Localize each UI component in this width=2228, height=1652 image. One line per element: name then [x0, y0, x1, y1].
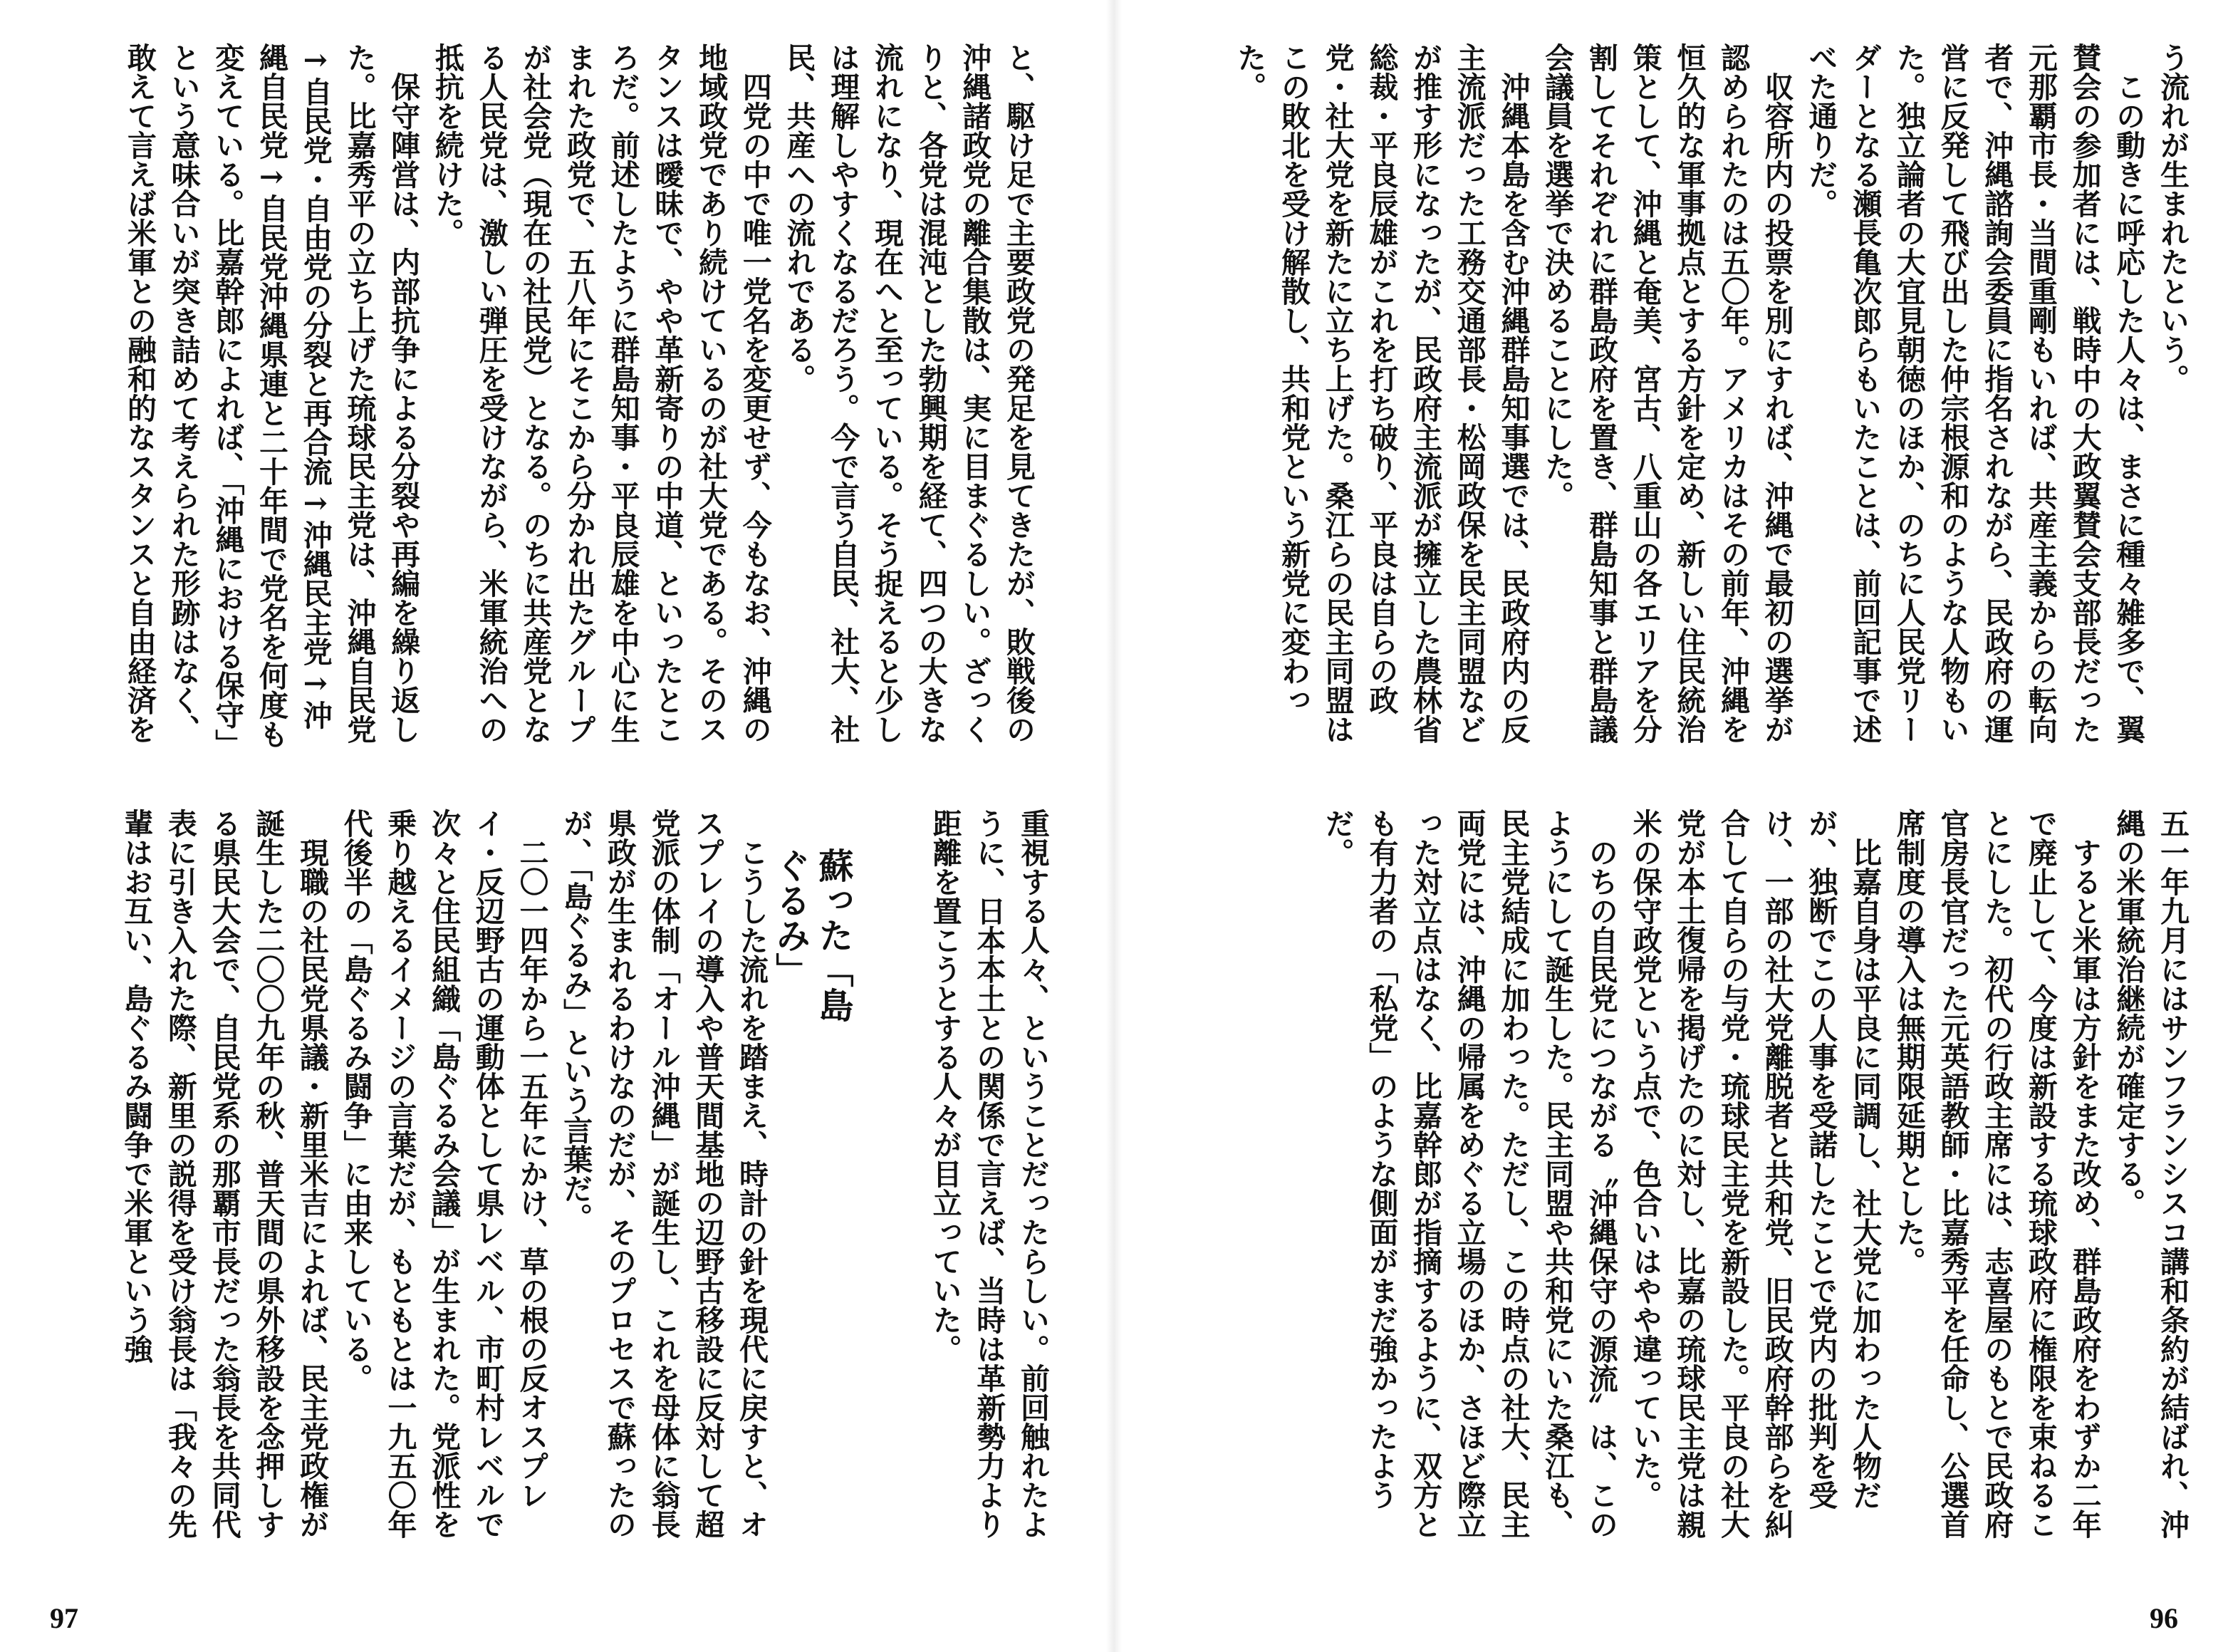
page-96-lower-text	[1222, 809, 2194, 1564]
paragraph: 現職の社民党県議・新里米吉によれば、民主党政権が誕生した二〇〇九年の秋、普天間の県外移設を念押しする県民大会で、自民党系の那覇市長だった翁長を共同代表に引き入れた際、新里の説得を受け翁長は「我々の先輩はお互い、島ぐるみ闘争で米軍という強	[119, 809, 329, 1539]
paragraph: 比嘉自身は平良に同調し、社大党に加わった人物だが、独断でこの人事を受諾したことで党内の批判を受け、一部の社大党離脱者と共和党、旧民政府幹部らを糾合して自らの与党・琉球民主党を新設した。平良の社大党が本土復帰を掲げたのに対し、比嘉の琉球民主党は親米の保守政党という点で、色合いはやや違っていた。	[1628, 809, 1883, 1539]
page-97-upper-text	[28, 43, 1040, 755]
page-number: 97	[50, 1602, 78, 1634]
paragraph: う流れが生まれたという。	[2155, 43, 2190, 393]
page-97-lower-text	[28, 809, 773, 1564]
paragraph: 四党の中で唯一党名を変更せず、今もなお、沖縄の地域政党であり続けているのが社大党である。そのスタンスは曖昧で、やや革新寄りの中道、といったところだ。前述したように群島知事・平良辰雄を中心に生まれた政党で、五八年にそこから分かれ出たグループが社会党（現在の社民党）となる。のちに共産党となる人民党は、激しい弾圧を受けながら、米軍統治への抵抗を続けた。	[430, 43, 772, 744]
paragraph: 保守陣営は、内部抗争による分裂や再編を繰り返した。比嘉秀平の立ち上げた琉球民主党は、沖縄自民党→自民党・自由党の分裂と再合流→沖縄民主党→沖縄自民党→自民党沖縄県連と二十年間で党名を何度も変えている。比嘉幹郎によれば、「沖縄における保守」という意味合いが突き詰めて考えられた形跡はなく、敢えて言えば米軍との融和的なスタンスと自由経済を	[122, 43, 421, 749]
paragraph: と、駆け足で主要政党の発足を見てきたが、敗戦後の沖縄諸政党の離合集散は、実に目まぐるしい。ざっくりと、各党は混沌とした勃興期を経て、四つの大きな流れになり、現在へと至っている。そう捉えると少しは理解しやすくなるだろう。今で言う自民、社大、社民、共産への流れである。	[781, 43, 1036, 744]
paragraph: 二〇一四年から一五年にかけ、草の根の反オスプレイ・反辺野古の運動体として県レベル、市町村レベルで次々と住民組織「島ぐるみ会議」が生まれた。党派性を乗り越えるイメージの言葉だが、もともとは一九五〇年代後半の「島ぐるみ闘争」に由来している。	[338, 809, 549, 1539]
paragraph: 沖縄本島を含む沖縄群島知事選では、民政府内の反主流派だった工務交通部長・松岡政保を民主同盟などが推す形になったが、民政府主流派が擁立した農林省総裁・平良辰雄がこれを打ち破り、平良は自らの政党・社大党を新たに立ち上げた。桑江らの民主同盟はこの敗北を受け解散し、共和党という新党に変わった。	[1232, 43, 1531, 744]
page-number: 96	[2150, 1602, 2178, 1634]
paragraph: 重視する人々、ということだったらしい。前回触れたように、日本本土との関係で言えば、当時は革新勢力より距離を置こうとする人々が目立っていた。	[927, 809, 1050, 1539]
paragraph: 五一年九月にはサンフランシスコ講和条約が結ばれ、沖縄の米軍統治継続が確定する。	[2111, 809, 2190, 1539]
page-96-upper-text	[1225, 43, 2194, 755]
paragraph: 収容所内の投票を別にすれば、沖縄で最初の選挙が認められたのは五〇年。アメリカはその前年、沖縄を恒久的な軍事拠点とする方針を定め、新しい住民統治策として、沖縄と奄美、宮古、八重山の各エリアを分割してそれぞれに群島政府を置き、群島知事と群島議会議員を選挙で決めることにした。	[1540, 43, 1794, 744]
paragraph: すると米軍は方針をまた改め、群島政府をわずか二年で廃止して、今度は新設する琉球政府に権限を束ねることにした。初代の行政主席には、志喜屋のもとで民政府官房長官だった元英語教師・比嘉秀平を任命し、公選首席制度の導入は無期限延期とした。	[1891, 809, 2102, 1539]
paragraph: こうした流れを踏まえ、時計の針を現代に戻すと、オスプレイの導入や普天間基地の辺野古移設に反対して超党派の体制「オール沖縄」が誕生し、これを母体に翁長県政が生まれるわけなのだが、そのプロセスで蘇ったのが、「島ぐるみ」という言葉だ。	[558, 809, 769, 1539]
page-97-lower-text-lead	[894, 809, 1054, 1564]
paragraph: のちの自民党につながる〝沖縄保守の源流〟は、このようにして誕生した。民主同盟や共和党にいた桑江も、民主党結成に加わった。ただし、この時点の社大、民主両党には、沖縄の帰属をめぐる立場のほか、さほど際立った対立点はなく、比嘉幹郎が指摘するように、双方とも有力者の「私党」のような側面がまだ強かったようだ。	[1320, 809, 1618, 1539]
paragraph: この動きに呼応した人々は、まさに種々雑多で、翼賛会の参加者には、戦時中の大政翼賛会支部長だった元那覇市長・当間重剛もいれば、共産主義からの転向者で、沖縄諮詢会委員に指名されながら、民政府の運営に反発して飛び出した仲宗根源和のような人物もいた。独立論者の大宜見朝徳のほか、のちに人民党リーダーとなる瀬長亀次郎らもいたことは、前回記事で述べた通りだ。	[1803, 43, 2146, 744]
section-heading: 蘇った「島ぐるみ」	[771, 848, 854, 1022]
